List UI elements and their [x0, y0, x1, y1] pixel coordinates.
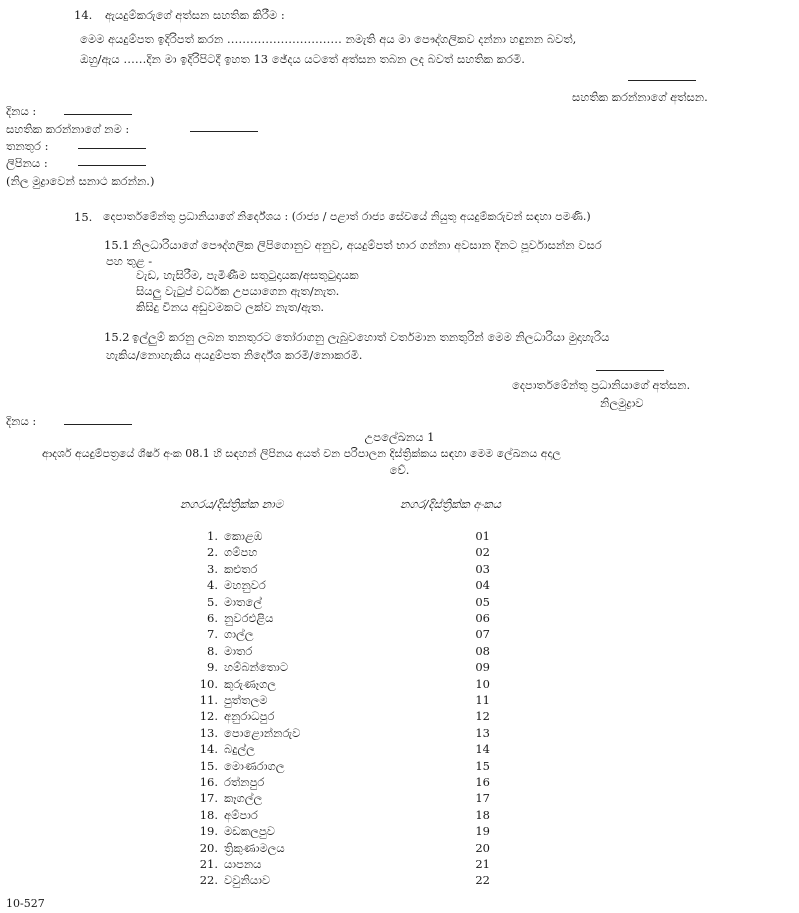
district-name: කළුතර [224, 561, 258, 576]
district-name: අනුරාධපුර [224, 709, 275, 724]
para-15-1-item: වැඩ, හැසිරීම, පැමිණීම සතුටුදායක/අසතුටුදායක [136, 268, 359, 282]
district-name: බදුල්ල [224, 742, 255, 757]
table-row [0, 857, 799, 873]
table-row [0, 529, 799, 545]
table-row [0, 660, 799, 676]
district-number: 1. [207, 529, 218, 543]
district-number: 7. [207, 627, 218, 642]
district-code: 02 [475, 545, 490, 560]
table-row [0, 677, 799, 693]
district-number: 10. [199, 676, 218, 691]
district-code: 20 [475, 840, 490, 855]
official-seal-label: නිලමුද්‍රාව [600, 396, 644, 410]
district-code: 21 [475, 857, 490, 871]
section-14-para-line-1: මෙම අයදුම්පත ඉදිරිපත් කරන ………………………… නමැති අය මා පෞද්ගලිකව දන්නා හඳුනන බවත්, [80, 32, 577, 46]
district-number: 12. [199, 709, 218, 724]
table-row [0, 693, 799, 709]
district-code: 14 [475, 742, 490, 757]
table-row [0, 644, 799, 660]
district-number: 4. [207, 578, 218, 593]
district-number: 21. [199, 857, 218, 871]
district-name: ගාල්ල [224, 627, 254, 642]
district-name: ත්‍රිකුණාමලය [224, 840, 285, 855]
table-row [0, 775, 799, 791]
district-name: රත්නපුර [224, 775, 265, 789]
district-number: 5. [207, 594, 218, 609]
district-number: 19. [199, 824, 218, 839]
section-15-heading: දෙපාර්තමේන්තු ප්‍රධානියාගේ නිර්දේශය : (රාජ්‍ය / පළාත් රාජ්‍ය සේවයේ නියුතු අයදුම්කරුවන් සඳහා පමණි.) [103, 210, 591, 223]
district-code: 06 [475, 611, 490, 625]
district-name: කුරුණෑගල [224, 676, 277, 691]
column-header-district-code: නගර/දිස්ත්‍රික්ක අංකය [400, 497, 502, 511]
table-row [0, 578, 799, 594]
section-15-date-label: දිනය : [6, 414, 37, 428]
district-name: මාතර [224, 643, 253, 658]
date-field-label: දිනය : [6, 104, 37, 118]
district-code: 22 [475, 873, 490, 888]
district-number: 17. [199, 791, 218, 806]
annex-description-line-2: වේ. [389, 463, 410, 477]
table-row [0, 709, 799, 725]
table-row [0, 791, 799, 807]
section-15-number: 15. [74, 210, 93, 224]
district-code: 09 [475, 660, 490, 675]
district-name: හම්බන්තොට [224, 660, 289, 675]
table-row [0, 611, 799, 627]
position-field-label: තනතුර : [6, 139, 49, 153]
district-number: 11. [199, 693, 218, 707]
head-signature-label: දෙපාර්තමේන්තු ප්‍රධානියාගේ අත්සන. [512, 378, 691, 392]
district-number: 15. [199, 758, 218, 773]
district-code: 16 [475, 775, 490, 789]
district-number: 18. [199, 807, 218, 822]
annex-title: උපලේඛනය 1 [364, 430, 435, 444]
table-row [0, 545, 799, 561]
date-field-line [64, 114, 132, 115]
para-15-2-line-1: ඉල්ලුම් කරනු ලබන තනතුරට තෝරාගනු ලැබුවහොත් වර්තමාන තනතුරින් මෙම නිලධාරියා මුදාහැරිය [132, 330, 610, 344]
district-code: 07 [475, 627, 490, 642]
page-code: 10-527 [6, 897, 45, 910]
district-name: මහනුවර [224, 578, 266, 593]
table-row [0, 562, 799, 578]
stamp-note: (නිල මුද්‍රාවෙන් සනාථ කරන්න.) [6, 174, 155, 188]
address-field-label: ලිපිනය : [6, 156, 48, 170]
district-number: 8. [207, 643, 218, 658]
district-code: 08 [475, 643, 490, 658]
district-code: 13 [475, 725, 490, 740]
district-name: පොළොන්නරුව [224, 725, 301, 740]
district-code: 10 [475, 676, 490, 691]
para-15-1-number: 15.1 [104, 238, 130, 252]
position-field-line [78, 148, 146, 149]
table-row [0, 841, 799, 857]
column-header-district-name: නගරය/දිස්ත්‍රික්ක නාම [180, 497, 284, 511]
district-name: අම්පාර [224, 807, 258, 822]
district-code: 03 [475, 561, 490, 576]
table-row [0, 726, 799, 742]
district-name: ගම්පහ [224, 545, 258, 560]
annex-description-line-1: ආදර්ශ අයදුම්පත්‍රයේ ශීර්ෂ අංක 08.1 හි සඳහන් ලිපිනය අයත් වන පරිපාලන දිස්ත්‍රික්කය සඳහා මෙම ලේඛනය අදාල [42, 447, 561, 460]
district-code: 11 [475, 693, 490, 707]
certifier-signature-line [628, 80, 696, 81]
district-name: මඩකලපුව [224, 824, 275, 839]
district-number: 9. [207, 660, 218, 675]
district-code: 18 [475, 807, 490, 822]
district-name: මාතලේ [224, 594, 262, 609]
district-name: කෑගල්ල [224, 791, 263, 806]
section-14-para-line-2: ඔහු/ඇය ……දින මා ඉදිරිපිටදී ඉහත 13 ඡේදය යටතේ අත්සන තබන ලද බවත් සහතික කරමි. [80, 52, 525, 66]
district-code: 19 [475, 824, 490, 839]
district-name: යාපනය [224, 857, 262, 871]
table-row [0, 627, 799, 643]
para-15-2-number: 15.2 [104, 330, 130, 344]
certifier-name-label: සහතික කරන්නාගේ නම : [6, 122, 130, 136]
section-14-number: 14. [74, 8, 93, 22]
certifier-name-line [190, 131, 258, 132]
district-code: 17 [475, 791, 490, 806]
table-row [0, 759, 799, 775]
district-name: මොණරාගල [224, 758, 285, 773]
head-signature-line [596, 370, 664, 371]
district-number: 22. [199, 873, 218, 888]
district-name: වවුනියාව [224, 873, 271, 888]
section-15-date-line [64, 424, 132, 425]
address-field-line [78, 165, 146, 166]
district-code: 05 [475, 594, 490, 609]
district-number: 3. [207, 561, 218, 576]
district-code: 01 [475, 529, 490, 543]
district-number: 20. [199, 840, 218, 855]
table-row [0, 873, 799, 889]
district-number: 2. [207, 545, 218, 560]
district-name: පුත්තලම [224, 693, 268, 707]
district-code: 15 [475, 758, 490, 773]
table-row [0, 595, 799, 611]
district-code: 12 [475, 709, 490, 724]
district-number: 16. [199, 775, 218, 789]
table-row [0, 824, 799, 840]
table-row [0, 742, 799, 758]
section-14-heading: ඇයදුම්කරුගේ අත්සන සහතික කිරීම : [105, 8, 285, 22]
certifier-signature-label: සහතික කරන්නාගේ අත්සන. [572, 90, 708, 104]
district-name: නුවරඑළිය [224, 611, 274, 625]
para-15-1-line-2: පහ තුළ - [106, 254, 153, 268]
district-number: 6. [207, 611, 218, 625]
district-code: 04 [475, 578, 490, 593]
para-15-1-line-1: නිලධාරියාගේ පෞද්ගලික ලිපිගොනුව අනුව, අයදුම්පත් භාර ගන්නා අවසාන දිනට පූර්වාසන්න වසර [132, 238, 602, 252]
district-number: 13. [199, 725, 218, 740]
table-row [0, 808, 799, 824]
para-15-1-item: සියලු වැටුප් වර්ධක උපයාගෙන ඇත/නැත. [136, 284, 340, 298]
district-number: 14. [199, 742, 218, 757]
para-15-1-item: කිසිදු විනය අඩුවමකට ලක්ව නැත/ඇත. [136, 300, 325, 314]
district-name: කොළඹ [224, 529, 263, 543]
para-15-2-line-2: හැකිය/නොහැකිය අයදුම්පත නිර්දේශ කරමි/නොකරමි. [106, 348, 363, 362]
